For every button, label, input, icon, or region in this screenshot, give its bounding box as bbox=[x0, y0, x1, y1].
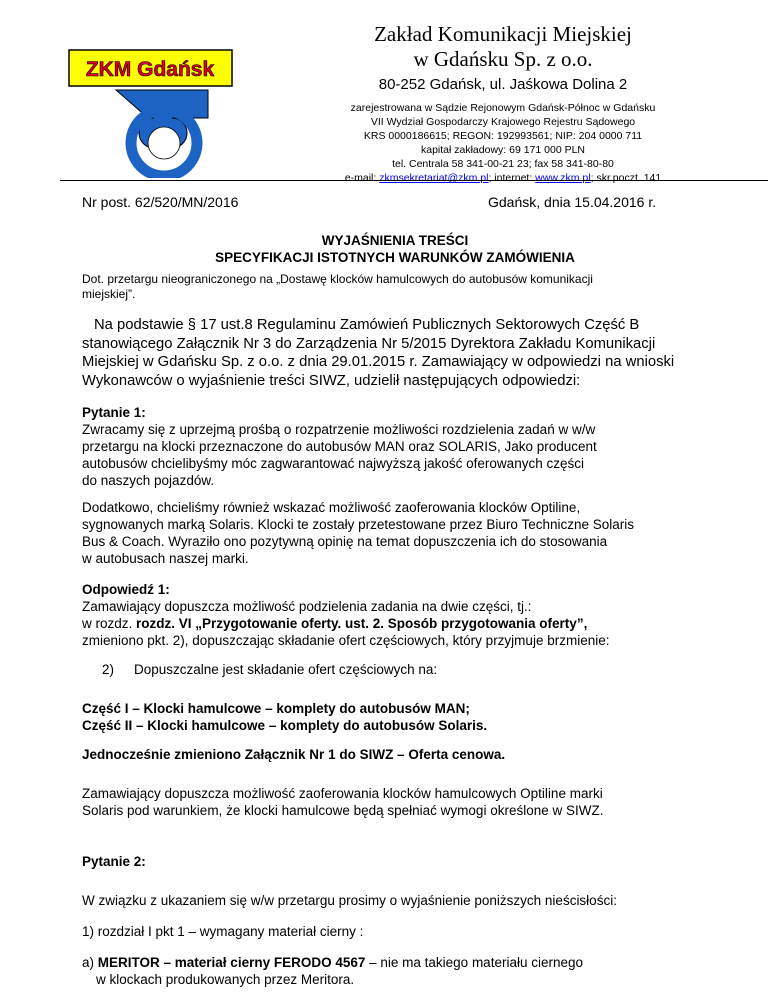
a1-line-prefix: w rozdz. bbox=[82, 616, 137, 631]
question-2-item-a bbox=[82, 954, 702, 988]
title-line2: SPECYFIKACJI ISTOTNYCH WARUNKÓW ZAMÓWIENIA bbox=[215, 250, 575, 265]
optiline-paragraph bbox=[82, 785, 702, 819]
postbox-text: ; skr.poczt. 141 bbox=[590, 172, 662, 184]
contact-line bbox=[248, 171, 758, 185]
document-title bbox=[60, 232, 730, 266]
answer-1-list-item bbox=[82, 661, 702, 678]
q1-line: Zwracamy się z uprzejmą prośbą o rozpatrzenie możliwości rozdzielenia zadań w w/w bbox=[82, 422, 596, 437]
a1-line: Zamawiający dopuszcza możliwość podzielenia zadania na dwie części, tj.: bbox=[82, 599, 532, 614]
question-1-heading: Pytanie 1: bbox=[82, 405, 146, 420]
part-2: Część II – Klocki hamulcowe – komplety do autobusów Solaris. bbox=[82, 718, 488, 733]
company-name-line1: Zakład Komunikacji Miejskiej bbox=[374, 22, 632, 46]
optiline-line: Solaris pod warunkiem, że klocki hamulcowe będą spełniać wymogi określone w SIWZ. bbox=[82, 803, 604, 818]
reg-line: kapitał zakładowy: 69 171 000 PLN bbox=[420, 144, 586, 156]
reference-number: Nr post. 62/520/MN/2016 bbox=[82, 194, 239, 210]
item-a-prefix: a) bbox=[82, 955, 98, 970]
reg-line: KRS 0000186615; REGON: 192993561; NIP: 204 0000 711 bbox=[363, 130, 643, 142]
q1-line: przetargu na klocki przeznaczone do autobusów MAN oraz SOLARIS, Jako producent bbox=[82, 439, 597, 454]
q1-line: do naszych pojazdów. bbox=[82, 473, 215, 488]
intro-line: Na podstawie § 17 ust.8 Regulaminu Zamówień Publicznych Sektorowych Część B bbox=[94, 317, 640, 333]
parts-list bbox=[82, 700, 702, 734]
intro-line: Wykonawców o wyjaśnienie treści SIWZ, udzielił następujących odpowiedzi: bbox=[82, 372, 581, 389]
q1-line: w autobusach naszej marki. bbox=[82, 551, 249, 566]
q1-line: autobusów chcielibyśmy móc zagwarantować najwyższą jakość oferowanych części bbox=[82, 456, 584, 471]
q1-line: Bus & Coach. Wyraziło ono pozytywną opinię na temat dopuszczenia ich do stosowania bbox=[82, 534, 608, 549]
logo-ring-hole bbox=[148, 127, 180, 159]
company-name-line2: w Gdańsku Sp. z o.o. bbox=[413, 47, 593, 71]
title-line1: WYJAŚNIENIA TREŚCI bbox=[321, 233, 469, 248]
zkm-logo-graphic bbox=[66, 46, 238, 178]
q1-line: sygnowanych marką Solaris. Klocki te zostały przetestowane przez Biuro Techniczne Solaris bbox=[82, 517, 635, 532]
subject-line bbox=[82, 272, 702, 302]
email-link[interactable]: zkmsekretariat@zkm.pl bbox=[379, 172, 489, 184]
header-divider bbox=[60, 180, 768, 181]
company-address: 80-252 Gdańsk, ul. Jaśkowa Dolina 2 bbox=[378, 76, 628, 93]
intro-paragraph bbox=[82, 316, 702, 390]
a1-line: zmieniono pkt. 2), dopuszczając składanie ofert częściowych, który przyjmuje brzmienie: bbox=[82, 633, 610, 648]
registration-info bbox=[248, 101, 758, 185]
reg-line: tel. Centrala 58 341-00-21 23; fax 58 341-80-80 bbox=[392, 158, 614, 170]
part-1: Część I – Klocki hamulcowe – komplety do autobusów MAN; bbox=[82, 701, 470, 716]
question-1-paragraph-1 bbox=[82, 421, 702, 489]
internet-label: ; internet: bbox=[488, 172, 536, 184]
document-body bbox=[82, 272, 702, 988]
item-a-bold: MERITOR – materiał cierny FERODO 4567 bbox=[97, 955, 366, 970]
subject-line-1: Dot. przetargu nieograniczonego na „Dostawę klocków hamulcowych do autobusów komunikacji bbox=[82, 272, 593, 286]
item-a-rest: – nie ma takiego materiału ciernego bbox=[365, 955, 583, 970]
q1-line: Dodatkowo, chcieliśmy również wskazać możliwość zaoferowania klocków Optiline, bbox=[82, 500, 581, 515]
answer-1-paragraph bbox=[82, 598, 702, 649]
website-link[interactable]: www.zkm.pl bbox=[535, 172, 591, 184]
subject-line-2: miejskiej”. bbox=[82, 287, 136, 301]
optiline-line: Zamawiający dopuszcza możliwość zaoferowania klocków hamulcowych Optiline marki bbox=[82, 786, 603, 801]
question-2-heading: Pytanie 2: bbox=[82, 854, 146, 869]
question-2-item-1: 1) rozdział I pkt 1 – wymagany materiał cierny : bbox=[82, 924, 364, 939]
answer-1-heading: Odpowiedź 1: bbox=[82, 582, 170, 597]
question-1-paragraph-2 bbox=[82, 499, 702, 567]
annex-change: Jednocześnie zmieniono Załącznik Nr 1 do SIWZ – Oferta cenowa. bbox=[82, 747, 506, 762]
company-header bbox=[248, 22, 758, 185]
list-item-text: Dopuszczalne jest składanie ofert częściowych na: bbox=[134, 662, 438, 677]
list-item-number: 2) bbox=[102, 662, 115, 677]
item-a-line2: w klockach produkowanych przez Meritora. bbox=[96, 972, 355, 987]
intro-line: stanowiącego Załącznik Nr 3 do Zarządzenia Nr 5/2015 Dyrektora Zakładu Komunikacji bbox=[82, 335, 656, 352]
company-logo bbox=[66, 46, 238, 178]
reg-line: zarejestrowana w Sądzie Rejonowym Gdańsk-Północ w Gdańsku bbox=[350, 102, 656, 114]
reg-line: VII Wydział Gospodarczy Krajowego Rejestru Sądowego bbox=[370, 116, 636, 128]
question-2-intro: W związku z ukazaniem się w/w przetargu prosimy o wyjaśnienie poniższych nieścisłości: bbox=[82, 893, 617, 908]
a1-line-bold: rozdz. VI „Przygotowanie oferty. ust. 2. Sposób przygotowania oferty”, bbox=[136, 616, 588, 631]
intro-line: Miejskiej w Gdańsku Sp. z o.o. z dnia 29.01.2015 r. Zamawiający w odpowiedzi na wnioski bbox=[82, 354, 675, 370]
logo-text: ZKM Gdańsk bbox=[85, 58, 215, 81]
email-label: e-mail: bbox=[344, 172, 380, 184]
place-date: Gdańsk, dnia 15.04.2016 r. bbox=[488, 194, 657, 210]
